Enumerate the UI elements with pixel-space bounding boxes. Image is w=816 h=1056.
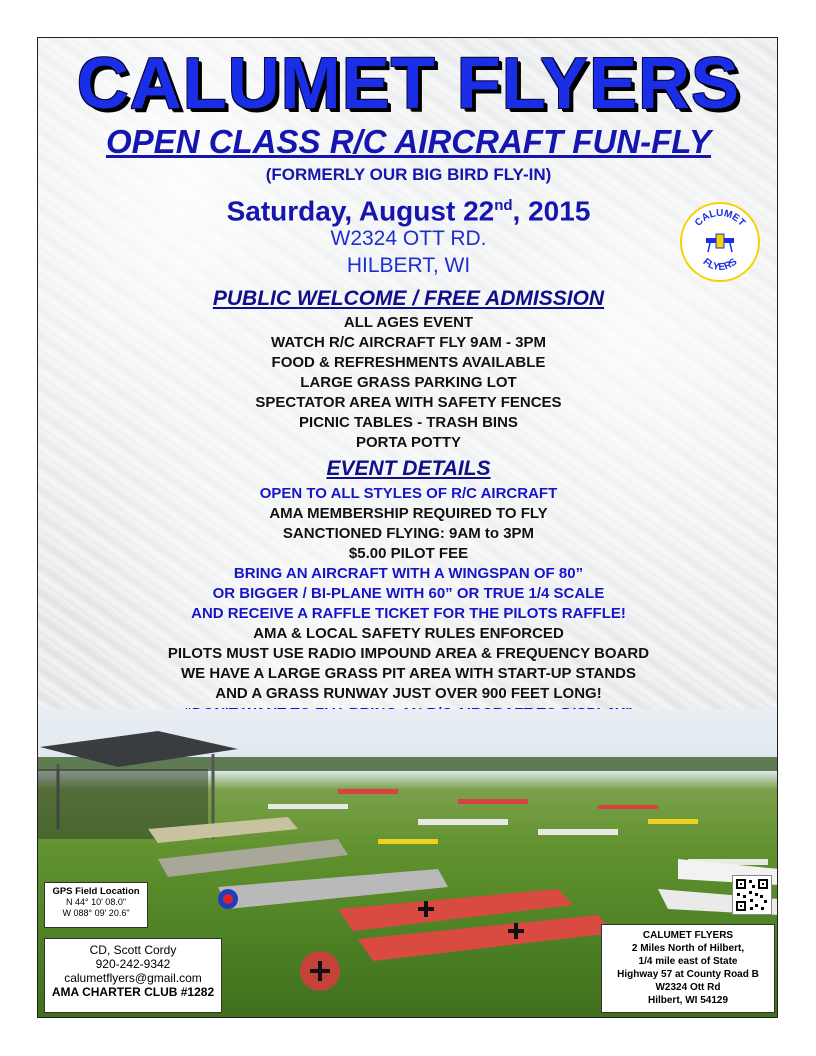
event-item: WE HAVE A LARGE GRASS PIT AREA WITH START-UP STANDS <box>180 665 636 682</box>
event-item: $5.00 PILOT FEE <box>348 545 469 562</box>
contact-charter: AMA CHARTER CLUB #1282 <box>51 985 215 999</box>
club-name: CALUMET FLYERS <box>642 930 734 941</box>
public-list <box>38 313 778 453</box>
qr-code-icon[interactable] <box>732 875 772 915</box>
club-address-box <box>601 924 775 1013</box>
contact-phone: 920-242-9342 <box>95 957 171 971</box>
club-line1: 2 Miles North of Hilbert, <box>631 943 745 954</box>
gps-label: GPS Field Location <box>52 886 140 897</box>
event-list <box>38 484 778 724</box>
gps-box <box>44 882 148 928</box>
event-item: OPEN TO ALL STYLES OF R/C AIRCRAFT <box>259 485 558 502</box>
flyer-subtitle: OPEN CLASS R/C AIRCRAFT FUN-FLY <box>106 123 711 160</box>
event-item: AND RECEIVE A RAFFLE TICKET FOR THE PILOTS RAFFLE! <box>191 605 626 622</box>
public-item: LARGE GRASS PARKING LOT <box>300 374 517 391</box>
gps-lat: N 44° 10' 08.0" <box>65 897 127 907</box>
event-item: SANCTIONED FLYING: 9AM to 3PM <box>282 525 535 542</box>
event-item: BRING AN AIRCRAFT WITH A WINGSPAN OF 80” <box>233 565 584 582</box>
logo-bottom-text: FLYERS <box>700 256 740 274</box>
gps-lon: W 088° 09' 20.6" <box>62 908 130 918</box>
event-item: PILOTS MUST USE RADIO IMPOUND AREA & FREQUENCY BOARD <box>167 645 650 662</box>
event-heading: EVENT DETAILS <box>326 457 491 480</box>
formerly-note: (FORMERLY OUR BIG BIRD FLY-IN) <box>265 165 552 184</box>
club-line3: Highway 57 at County Road B <box>617 969 759 980</box>
contact-box <box>44 938 222 1013</box>
club-line5: Hilbert, WI 54129 <box>647 995 729 1006</box>
contact-name: CD, Scott Cordy <box>89 943 177 957</box>
svg-text:CALUMET <box>693 208 747 229</box>
contact-email[interactable]: calumetflyers@gmail.com <box>64 971 202 985</box>
public-item: ALL AGES EVENT <box>343 314 474 331</box>
public-item: PICNIC TABLES - TRASH BINS <box>299 414 518 431</box>
date-main: Saturday, August 22 <box>226 195 495 227</box>
club-line4: W2324 Ott Rd <box>655 982 721 993</box>
event-item: OR BIGGER / BI-PLANE WITH 60” OR TRUE 1/4 SCALE <box>212 585 605 602</box>
svg-text:FLYERS <box>701 256 740 273</box>
address-line1: W2324 OTT RD. <box>330 227 487 250</box>
date-year: , 2015 <box>512 195 591 227</box>
event-item: AMA MEMBERSHIP REQUIRED TO FLY <box>269 505 548 522</box>
public-item: FOOD & REFRESHMENTS AVAILABLE <box>271 354 546 371</box>
address-line2: HILBERT, WI <box>346 254 471 277</box>
public-item: PORTA POTTY <box>356 434 461 451</box>
public-item: WATCH R/C AIRCRAFT FLY 9AM - 3PM <box>270 334 546 351</box>
event-date <box>38 188 778 229</box>
club-logo-icon <box>680 202 760 282</box>
event-item: AMA & LOCAL SAFETY RULES ENFORCED <box>253 625 564 642</box>
event-item: AND A GRASS RUNWAY JUST OVER 900 FEET LONG! <box>215 685 602 702</box>
club-line2: 1/4 mile east of State <box>638 956 738 967</box>
public-heading: PUBLIC WELCOME / FREE ADMISSION <box>212 287 605 310</box>
public-item: SPECTATOR AREA WITH SAFETY FENCES <box>255 394 562 411</box>
flyer <box>37 37 778 1018</box>
date-ordinal: nd <box>494 197 513 214</box>
logo-top-text: CALUMET <box>692 207 748 229</box>
flyer-title: CALUMET FLYERS <box>76 44 741 124</box>
